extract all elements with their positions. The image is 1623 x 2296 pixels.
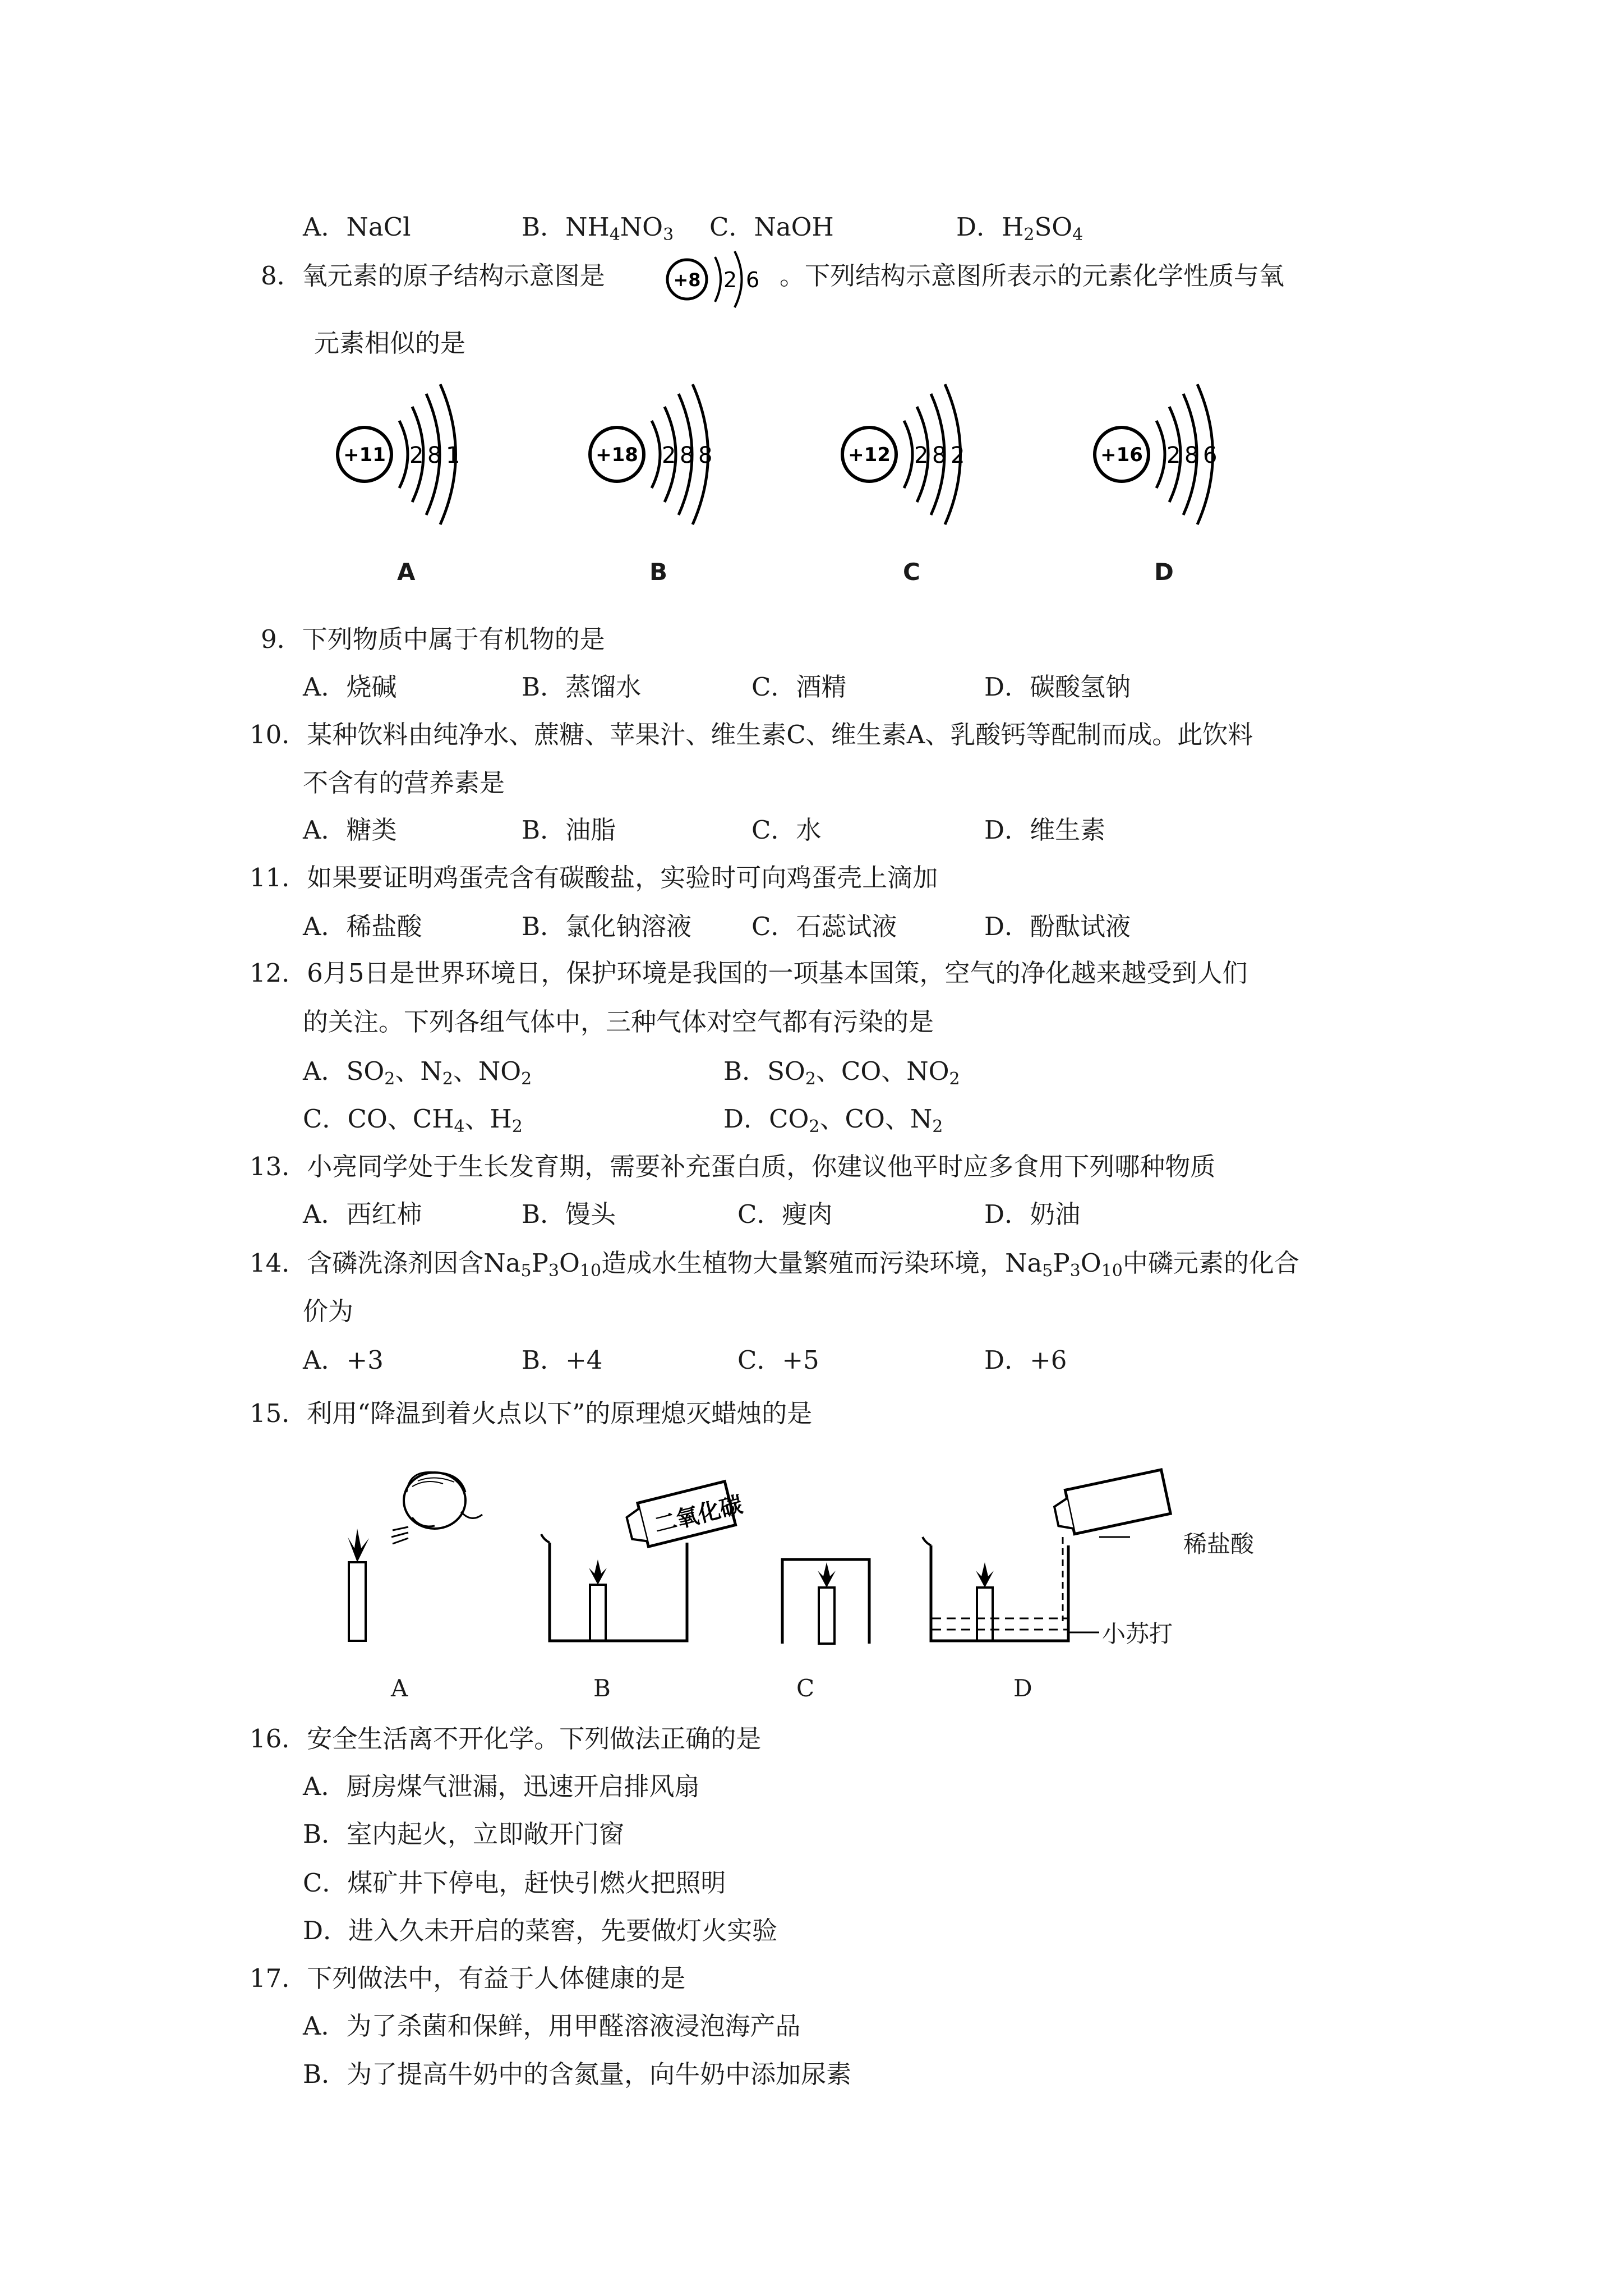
q7-option-c: C．NaOH (709, 212, 834, 242)
q14-option-a: A．+3 (303, 1345, 384, 1375)
q15-letter-d: D (1013, 1674, 1032, 1702)
figure-b-co2 (541, 1481, 745, 1641)
q12-option-a: A．$SO_2$、$N_2$、$NO_2$ (303, 1056, 532, 1089)
q15-figures (314, 1458, 1267, 1717)
q15-text: 15．利用“降温到着火点以下”的原理熄灭蜡烛的是 (250, 1398, 813, 1428)
atom-diagram-d (1088, 381, 1245, 527)
q9-option-a: A．烧碱 (303, 672, 397, 702)
q10-text: 10．某种饮料由纯净水、蔗糖、苹果汁、维生素C、维生素A、乳酸钙等配制而成。此饮料 (250, 720, 1253, 749)
shell-electrons-1: 2 (1166, 443, 1181, 468)
shell-electrons-2: 8 (1184, 443, 1199, 468)
q17-option-a: A．为了杀菌和保鲜，用甲醛溶液浸泡海产品 (303, 2011, 801, 2041)
q13-option-c: C．瘦肉 (737, 1199, 833, 1229)
q13-text: 13．小亮同学处于生长发育期，需要补充蛋白质，你建议他平时应多食用下列哪种物质 (250, 1152, 1216, 1181)
shell-electrons-3: 1 (446, 443, 460, 468)
oxygen-shell-2: 6 (746, 268, 760, 292)
q10-text-line2: 不含有的营养素是 (303, 768, 505, 798)
q11-option-c: C．石蕊试液 (751, 912, 897, 941)
q14-option-c: C．+5 (737, 1345, 819, 1375)
q8-oxygen-diagram (662, 247, 774, 320)
oxygen-nucleus-label: +8 (673, 269, 701, 291)
atom-diagram-a (331, 381, 488, 527)
q16-option-c: C．煤矿井下停电，赶快引燃火把照明 (303, 1868, 726, 1898)
shell-electrons-3: 6 (1203, 443, 1218, 468)
q9-option-b: B．蒸馏水 (522, 672, 642, 702)
shell-electrons-1: 2 (662, 443, 676, 468)
q16-text: 16．安全生活离不开化学。下列做法正确的是 (250, 1724, 762, 1754)
q12-text-line2: 的关注。下列各组气体中，三种气体对空气都有污染的是 (303, 1007, 934, 1037)
soda-label: 小苏打 (1102, 1620, 1173, 1648)
atom-diagram-letter-a: A (397, 558, 416, 586)
nucleus-label: +16 (1100, 444, 1143, 466)
shell-electrons-2: 8 (932, 443, 947, 468)
q11-text: 11．如果要证明鸡蛋壳含有碳酸盐，实验时可向鸡蛋壳上滴加 (250, 863, 938, 892)
q15-letter-a: A (391, 1674, 408, 1702)
oxygen-shell-1: 2 (723, 268, 737, 292)
q12-option-b: B．$SO_2$、CO、$NO_2$ (723, 1056, 960, 1089)
q13-option-b: B．馒头 (522, 1199, 616, 1229)
shell-electrons-2: 8 (427, 443, 442, 468)
q11-option-a: A．稀盐酸 (303, 912, 422, 941)
atom-diagram-b (583, 381, 740, 527)
nucleus-label: +18 (596, 444, 638, 466)
q14-option-b: B．+4 (522, 1345, 603, 1375)
nucleus-label: +12 (848, 444, 891, 466)
q14-text: 14．含磷洗涤剂因含$Na_5P_3O_{10}$造成水生植物大量繁殖而污染环境，$Na_5P_3O_{10}$中磷元素的化合 (250, 1248, 1299, 1281)
q16-option-a: A．厨房煤气泄漏，迅速开启排风扇 (303, 1772, 700, 1801)
q9-option-c: C．酒精 (751, 672, 847, 702)
q10-option-c: C．水 (751, 815, 822, 845)
q8-text: 8．氧元素的原子结构示意图是 (261, 261, 605, 291)
q14-text-line2: 价为 (303, 1296, 354, 1326)
q10-option-d: D．维生素 (984, 815, 1106, 845)
q14-formula-1: $Na_5P_3O_{10}$ (483, 1248, 602, 1281)
acid-label: 稀盐酸 (1183, 1530, 1255, 1558)
q12-text: 12．6月5日是世界环境日，保护环境是我国的一项基本国策，空气的净化越来越受到人们 (250, 958, 1248, 988)
atom-diagram-c (836, 381, 993, 527)
q7-option-d: D．$H_2SO_4$ (956, 212, 1083, 245)
q9-text: 9．下列物质中属于有机物的是 (261, 624, 605, 654)
q8-text-after: 。下列结构示意图所表示的元素化学性质与氧 (780, 261, 1285, 291)
q12-option-c: C．CO、$CH_4$、$H_2$ (303, 1104, 523, 1137)
nucleus-label: +11 (343, 444, 386, 466)
shell-electrons-1: 2 (409, 443, 424, 468)
shell-electrons-3: 8 (698, 443, 713, 468)
q16-option-b: B．室内起火，立即敞开门窗 (303, 1819, 625, 1849)
q14-formula-2: $Na_5P_3O_{10}$ (1005, 1248, 1123, 1281)
q13-option-d: D．奶油 (984, 1199, 1081, 1229)
q7-option-b: B．$NH_4NO_3$ (522, 212, 674, 245)
q10-option-b: B．油脂 (522, 815, 616, 845)
q7-option-a: A．NaCl (303, 212, 411, 242)
q15-letter-b: B (593, 1674, 611, 1702)
q10-option-a: A．糖类 (303, 815, 397, 845)
q8-text-line2: 元素相似的是 (314, 328, 466, 358)
atom-diagram-letter-d: D (1154, 558, 1174, 586)
shell-electrons-3: 2 (951, 443, 965, 468)
q11-option-b: B．氯化钠溶液 (522, 912, 692, 941)
figure-a-blowing (348, 1472, 482, 1641)
q17-text: 17．下列做法中，有益于人体健康的是 (250, 1963, 686, 1993)
shell-electrons-1: 2 (914, 443, 929, 468)
q14-option-d: D．+6 (984, 1345, 1067, 1375)
co2-bottle-label: 二氧化碳 (652, 1492, 745, 1539)
q9-option-d: D．碳酸氢钠 (984, 672, 1131, 702)
q15-letter-c: C (796, 1674, 815, 1702)
q17-option-b: B．为了提高牛奶中的含氮量，向牛奶中添加尿素 (303, 2059, 852, 2089)
q11-option-d: D．酚酞试液 (984, 912, 1131, 941)
q16-option-d: D．进入久未开启的菜窖，先要做灯火实验 (303, 1916, 778, 1945)
atom-diagram-letter-c: C (903, 558, 920, 586)
q12-option-d: D．$CO_2$、CO、$N_2$ (723, 1104, 943, 1137)
shell-electrons-2: 8 (680, 443, 694, 468)
figure-c-covered (782, 1559, 869, 1644)
atom-diagram-letter-b: B (649, 558, 668, 586)
q13-option-a: A．西红柿 (303, 1199, 422, 1229)
